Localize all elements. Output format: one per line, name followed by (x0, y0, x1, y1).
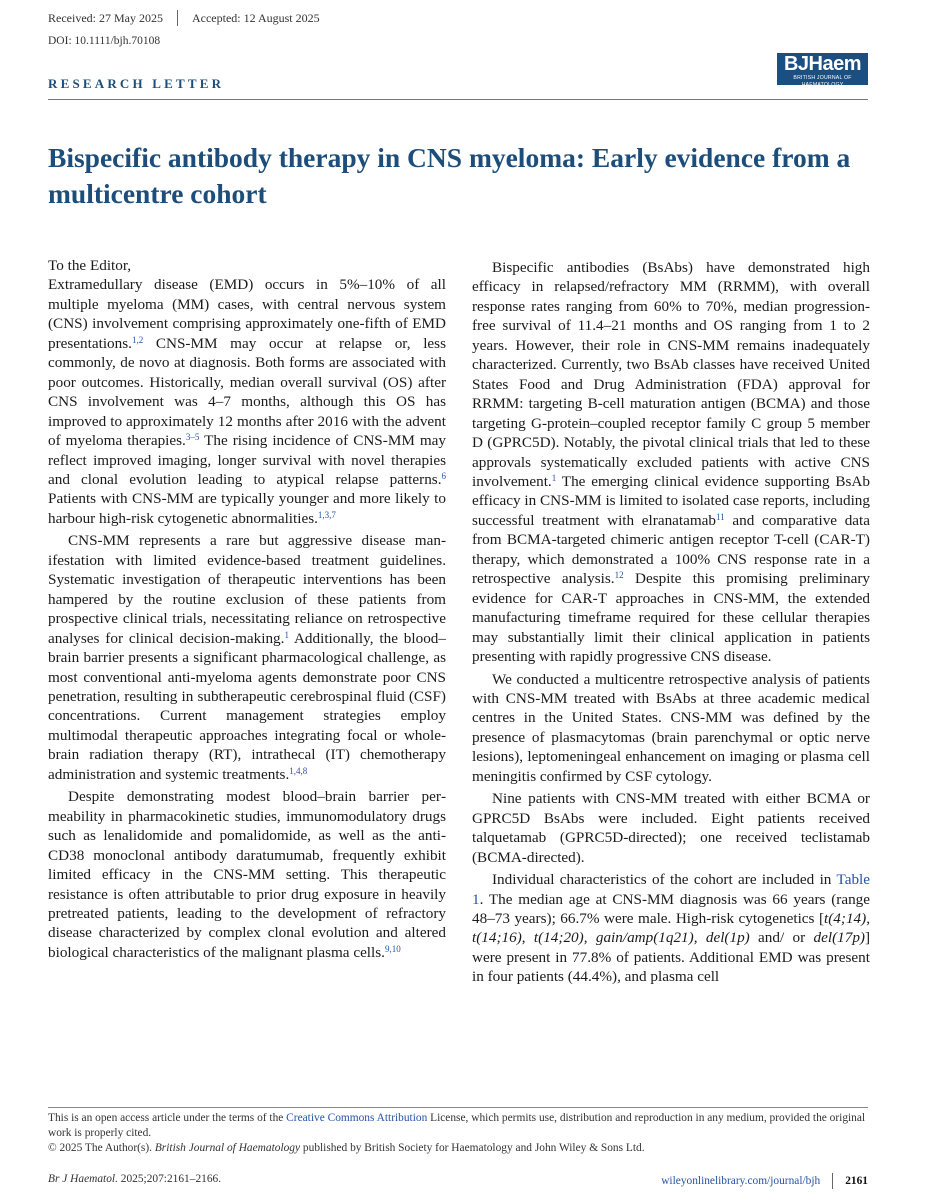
salutation: To the Editor, (48, 257, 132, 274)
text: , (693, 929, 706, 947)
page-footer (48, 1173, 868, 1185)
footer-rule (48, 1107, 868, 1108)
cytogenetic-term: gain/amp(1q21) (595, 929, 694, 947)
text: Despite demonstrating modest blood–brain barrier permeability in pharmacokinetic studies, immunomodulatory drugs such as lenalidomide and pomalidomide, as well as the anti-CD38 monoclonal antibody daratumumab, frequently exhibit limited efficacy in the CNS-MM setting. This therapeutic resistance is often attributable to prior drug exposure in heavily pretreated patients, leading to the development of refractory disease characterized by complex clonal evolution and altered biological characteristics of the malignant plasma cells. (48, 788, 446, 961)
text: , (583, 929, 596, 947)
cytogenetic-term: t(14;20) (533, 929, 584, 947)
cytogenetic-term: t(14;16) (472, 929, 522, 947)
text: ] were present in 77.8% of patients. Additional EMD was present in four patients (44.4%), and plasma cell (472, 929, 871, 986)
text: Extramedullary disease (EMD) occurs in 5%–10% of all multiple myeloma (MM) cases, with central nervous system (CNS) involvement comprising approximately one-fifth of EMD presentations. (48, 276, 446, 352)
text: CNS-MM may occur at relapse or, less commonly, de novo at diagnosis. Both forms are associated with poor outcomes. Historically, median overall survival (OS) after CNS involvement was 4–7 months, although this OS has improved to approximately 12 months after 2016 with the advent of myeloma therapies. (48, 334, 446, 450)
license-notice (48, 1111, 868, 1156)
journal-logo (777, 53, 868, 88)
text: The emerging clinical evidence supporting BsAb efficacy in CNS-MM is limited to isolated case reports, including successful treatment with elranatamab (472, 472, 870, 529)
reference-link[interactable]: 1,4,8 (289, 765, 308, 776)
license-link[interactable]: Creative Commons Attribution (286, 1112, 428, 1124)
article-title: Bispecific antibody therapy in CNS myeloma: Early evidence from a multicentre cohort (48, 142, 851, 209)
paragraph (472, 258, 870, 667)
copyright (48, 1141, 868, 1156)
text: and comparative data from BCMA-targeted chimeric antigen receptor T-cell (CAR-T) therapy, which demonstrated a 100% CNS response rate in a retrospective analysis. (472, 511, 871, 588)
received-date: Received: 27 May 2025 (48, 10, 163, 25)
reference-link[interactable]: 1,2 (131, 334, 144, 345)
text: CNS-MM represents a rare but aggressive disease manifestation with limited evidence-based treatment guidelines. Systematic investigation of therapeutic interventions has been hampered by the routine exclusion of these patients from prospective clinical trials, necessitating reliance on retrospective analyses for clinical decision-making. (48, 532, 446, 647)
license-text (48, 1111, 868, 1141)
citation (48, 1173, 221, 1185)
text: This is an open access article under the terms of the (48, 1112, 287, 1124)
text: Despite this promising preliminary evidence for CAR-T approaches in CNS-MM, the extended manufacturing timeframe required for these cellular therapies may substantially limit their clinical application in patients presenting with rapidly progressive CNS disease. (472, 570, 870, 666)
section-label: RESEARCH LETTER (48, 76, 225, 91)
cytogenetic-term: del(17p) (813, 929, 865, 947)
paragraph: We conducted a multicentre retrospective analysis of patients with CNS-MM treated with BsAbs at three academic medical centres in the United States. CNS-MM was defined by the presence of plasmacytomas (brain parenchymal or optic nerve lesions), leptomeningeal enhancement on imaging or plasma cell meningitis confirmed by CSF cytology. (472, 670, 870, 785)
citation-details: 2025;207:2161–2166. (117, 1173, 222, 1185)
logo-sub: BRITISH JOURNAL OF HAEMATOLOGY (793, 75, 852, 88)
text: The rising incidence of CNS-MM may reflect improved imaging, longer survival with novel therapies and clonal evolution leading to atypical relapse patterns. (48, 432, 446, 488)
reference-link[interactable]: 12 (614, 570, 624, 581)
text: License, which permits use, distribution and reproduction in any medium, provided the original work is properly cited. (48, 1112, 866, 1139)
cytogenetic-term: t(4;14) (824, 909, 867, 927)
page-number: 2161 (845, 1175, 868, 1187)
footer-right (661, 1173, 868, 1189)
table-link[interactable]: Table 1 (472, 871, 870, 908)
logo-main: BJHaem (783, 53, 862, 75)
divider (177, 10, 178, 26)
reference-link[interactable]: 3–5 (185, 432, 200, 443)
text: Additionally, the blood–brain barrier presents a significant pharmacological challenge, as most conventional anti-myeloma agents demonstrate poor CNS penetration, resulting in subtherapeutic cerebrospinal fluid (CSF) concentrations. Current management strategies employ multimodal therapeutic approaches integrating focal or whole-brain radiation therapy (RT), intrathecal (IT) chemotherapy administration and systemic treatments. (48, 629, 446, 783)
reference-link[interactable]: 1 (551, 472, 557, 483)
reference-link[interactable]: 9,10 (384, 943, 401, 954)
doi[interactable]: DOI: 10.1111/bjh.70108 (48, 35, 161, 47)
reference-link[interactable]: 1 (284, 629, 289, 640)
reference-link[interactable]: 1,3,7 (317, 509, 336, 520)
text: , (521, 929, 534, 947)
journal-website-link[interactable]: wileyonlinelibrary.com/journal/bjh (661, 1175, 821, 1187)
text: Patients with CNS-MM are typically younger and more likely to harbour high-risk cytogenetic abnormalities. (48, 490, 446, 527)
paragraph (48, 275, 446, 528)
accepted-date: Accepted: 12 August 2025 (191, 10, 320, 25)
text: Bispecific antibodies (BsAbs) have demonstrated high efficacy in relapsed/refractory MM (RRMM), with overall response rates ranging from 60% to 70%, median progression-free survival of 11.4–21 months and OS ranging from 1 to 2 years. However, their role in CNS-MM remains inadequately characterized. Currently, two BsAb classes have received United States Food and Drug Administration (FDA) approval for RRMM: targeting B-cell maturation antigen (BCMA) and those targeting G-protein–coupled receptor family C group 5 member D (GPRC5D). Notably, the pivotal clinical trials that led to these approvals systematically excluded patients with active CNS involvement. (472, 259, 870, 490)
text: and/ or (749, 929, 814, 947)
right-column (472, 258, 870, 987)
journal-name: British Journal of Haematology (154, 1142, 301, 1154)
reference-link[interactable]: 11 (716, 511, 725, 522)
paragraph (48, 531, 446, 784)
article-dates (48, 10, 320, 26)
paragraph (48, 787, 446, 962)
paragraph (472, 870, 870, 987)
text: © 2025 The Author(s). (48, 1142, 155, 1154)
text: Individual characteristics of the cohort are included in (492, 871, 837, 889)
cytogenetic-term: del(1p) (705, 929, 750, 947)
text: published by British Society for Haematology and John Wiley & Sons Ltd. (300, 1142, 645, 1154)
reference-link[interactable]: 6 (441, 470, 446, 481)
header-rule (48, 99, 868, 100)
text: . The median age at CNS-MM diagnosis was 66 years (range 48–73 years); 66.7% were male. High-risk cytogenetics [ (472, 890, 870, 927)
text: , (866, 909, 870, 927)
paragraph: Nine patients with CNS-MM treated with either BCMA or GPRC5D BsAbs were included. Eight patients received talquetamab (GPRC5D-directed); one received teclistamab (BCMA-directed). (472, 790, 870, 866)
citation-journal: Br J Haematol. (48, 1173, 118, 1185)
left-column (48, 256, 446, 962)
divider (832, 1173, 833, 1189)
